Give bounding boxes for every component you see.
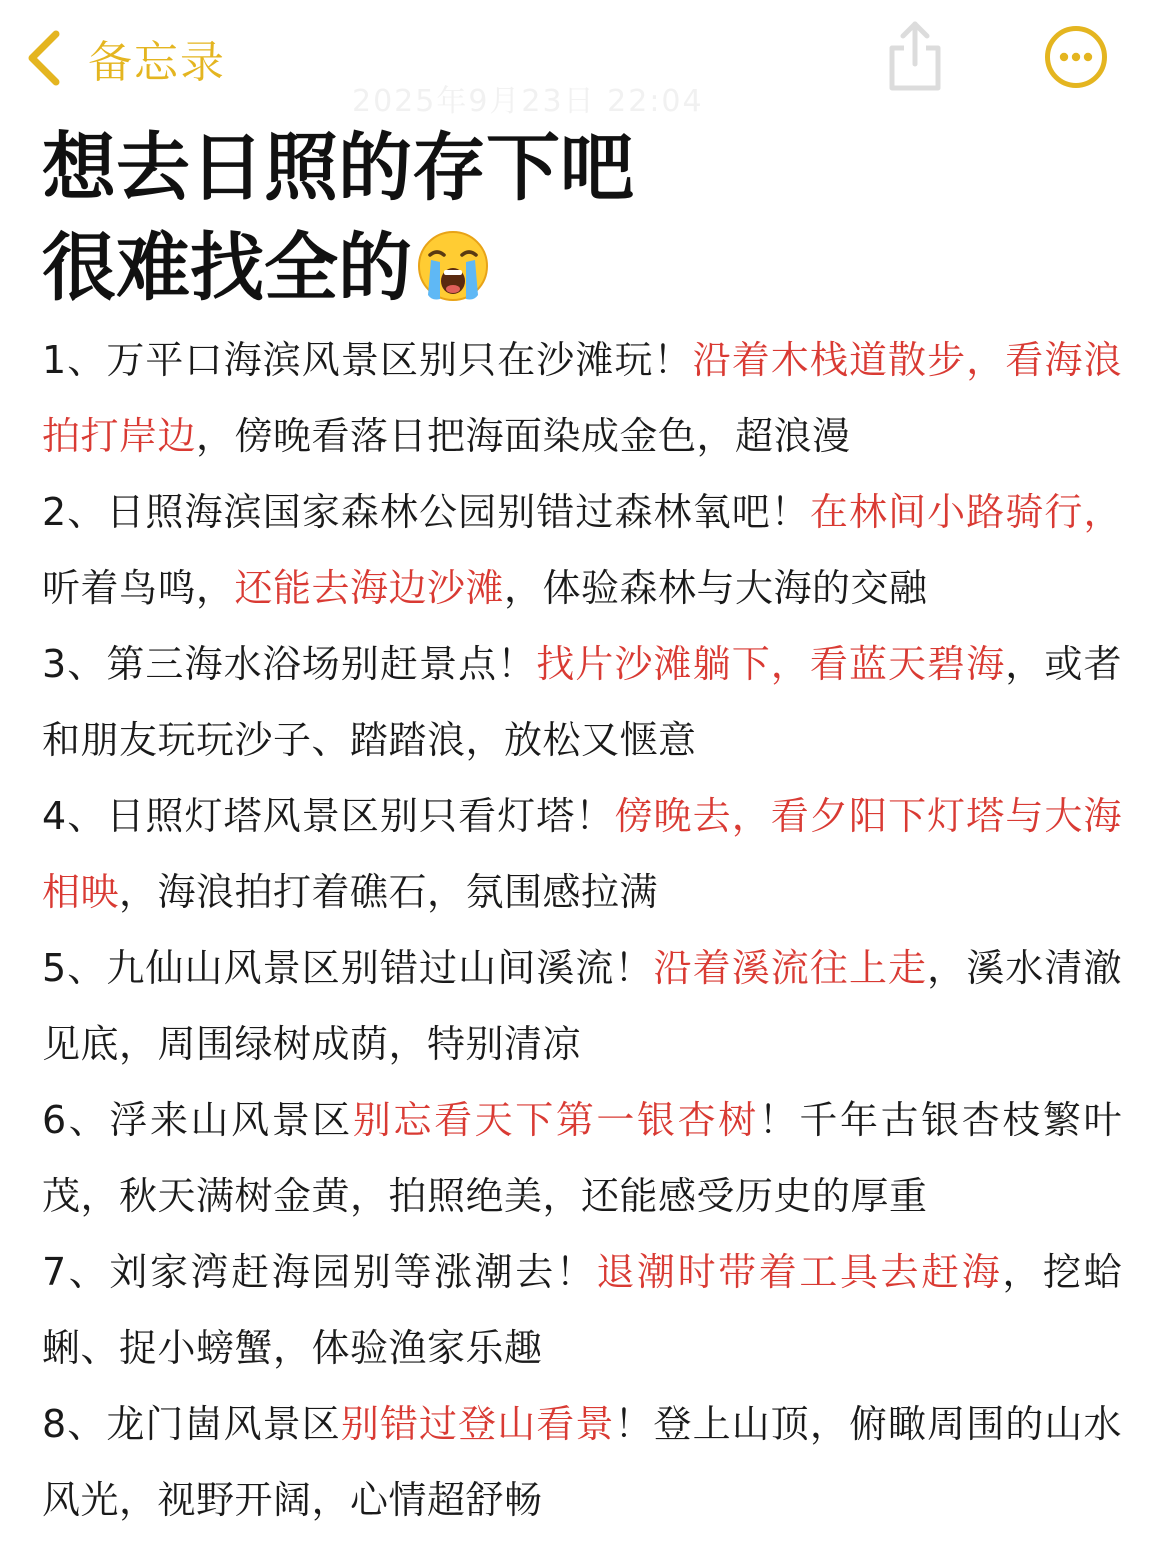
title-line-1: 想去日照的存下吧 — [42, 125, 634, 211]
list-item: 7、刘家湾赶海园别等涨潮去！退潮时带着工具去赶海，挖蛤蜊、捉小螃蟹，体验渔家乐趣 — [42, 1250, 1122, 1370]
loudly-crying-face-icon — [416, 229, 490, 303]
more-options-button[interactable] — [1044, 25, 1108, 89]
share-icon — [884, 18, 946, 94]
back-label: 备忘录 — [88, 37, 226, 88]
more-icon — [1044, 25, 1108, 89]
note-date-watermark: 2025年9月23日 22:04 — [352, 84, 704, 119]
note-body — [42, 322, 1122, 1538]
top-navigation-bar — [0, 0, 1163, 119]
list-item: 3、第三海水浴场别赶景点！找片沙滩躺下，看蓝天碧海，或者和朋友玩玩沙子、踏踏浪，放松又惬意 — [42, 642, 1122, 762]
chevron-left-icon — [22, 28, 66, 88]
share-button[interactable] — [884, 18, 946, 94]
list-item: 1、万平口海滨风景区别只在沙滩玩！沿着木栈道散步，看海浪拍打岸边，傍晚看落日把海面染成金色，超浪漫 — [42, 338, 1122, 458]
list-item: 8、龙门崮风景区别错过登山看景！登上山顶，俯瞰周围的山水风光，视野开阔，心情超舒畅 — [42, 1402, 1122, 1522]
back-button[interactable] — [22, 26, 226, 90]
list-item: 2、日照海滨国家森林公园别错过森林氧吧！在林间小路骑行，听着鸟鸣，还能去海边沙滩，体验森林与大海的交融 — [42, 490, 1122, 610]
title-line-2 — [42, 218, 1122, 318]
title-line-2-text: 很难找全的 — [42, 225, 412, 311]
list-item: 6、浮来山风景区别忘看天下第一银杏树！千年古银杏枝繁叶茂，秋天满树金黄，拍照绝美，还能感受历史的厚重 — [42, 1098, 1122, 1218]
list-item: 5、九仙山风景区别错过山间溪流！沿着溪流往上走，溪水清澈见底，周围绿树成荫，特别清凉 — [42, 946, 1122, 1066]
note-title — [42, 118, 1122, 318]
list-item: 4、日照灯塔风景区别只看灯塔！傍晚去，看夕阳下灯塔与大海相映，海浪拍打着礁石，氛围感拉满 — [42, 794, 1122, 914]
